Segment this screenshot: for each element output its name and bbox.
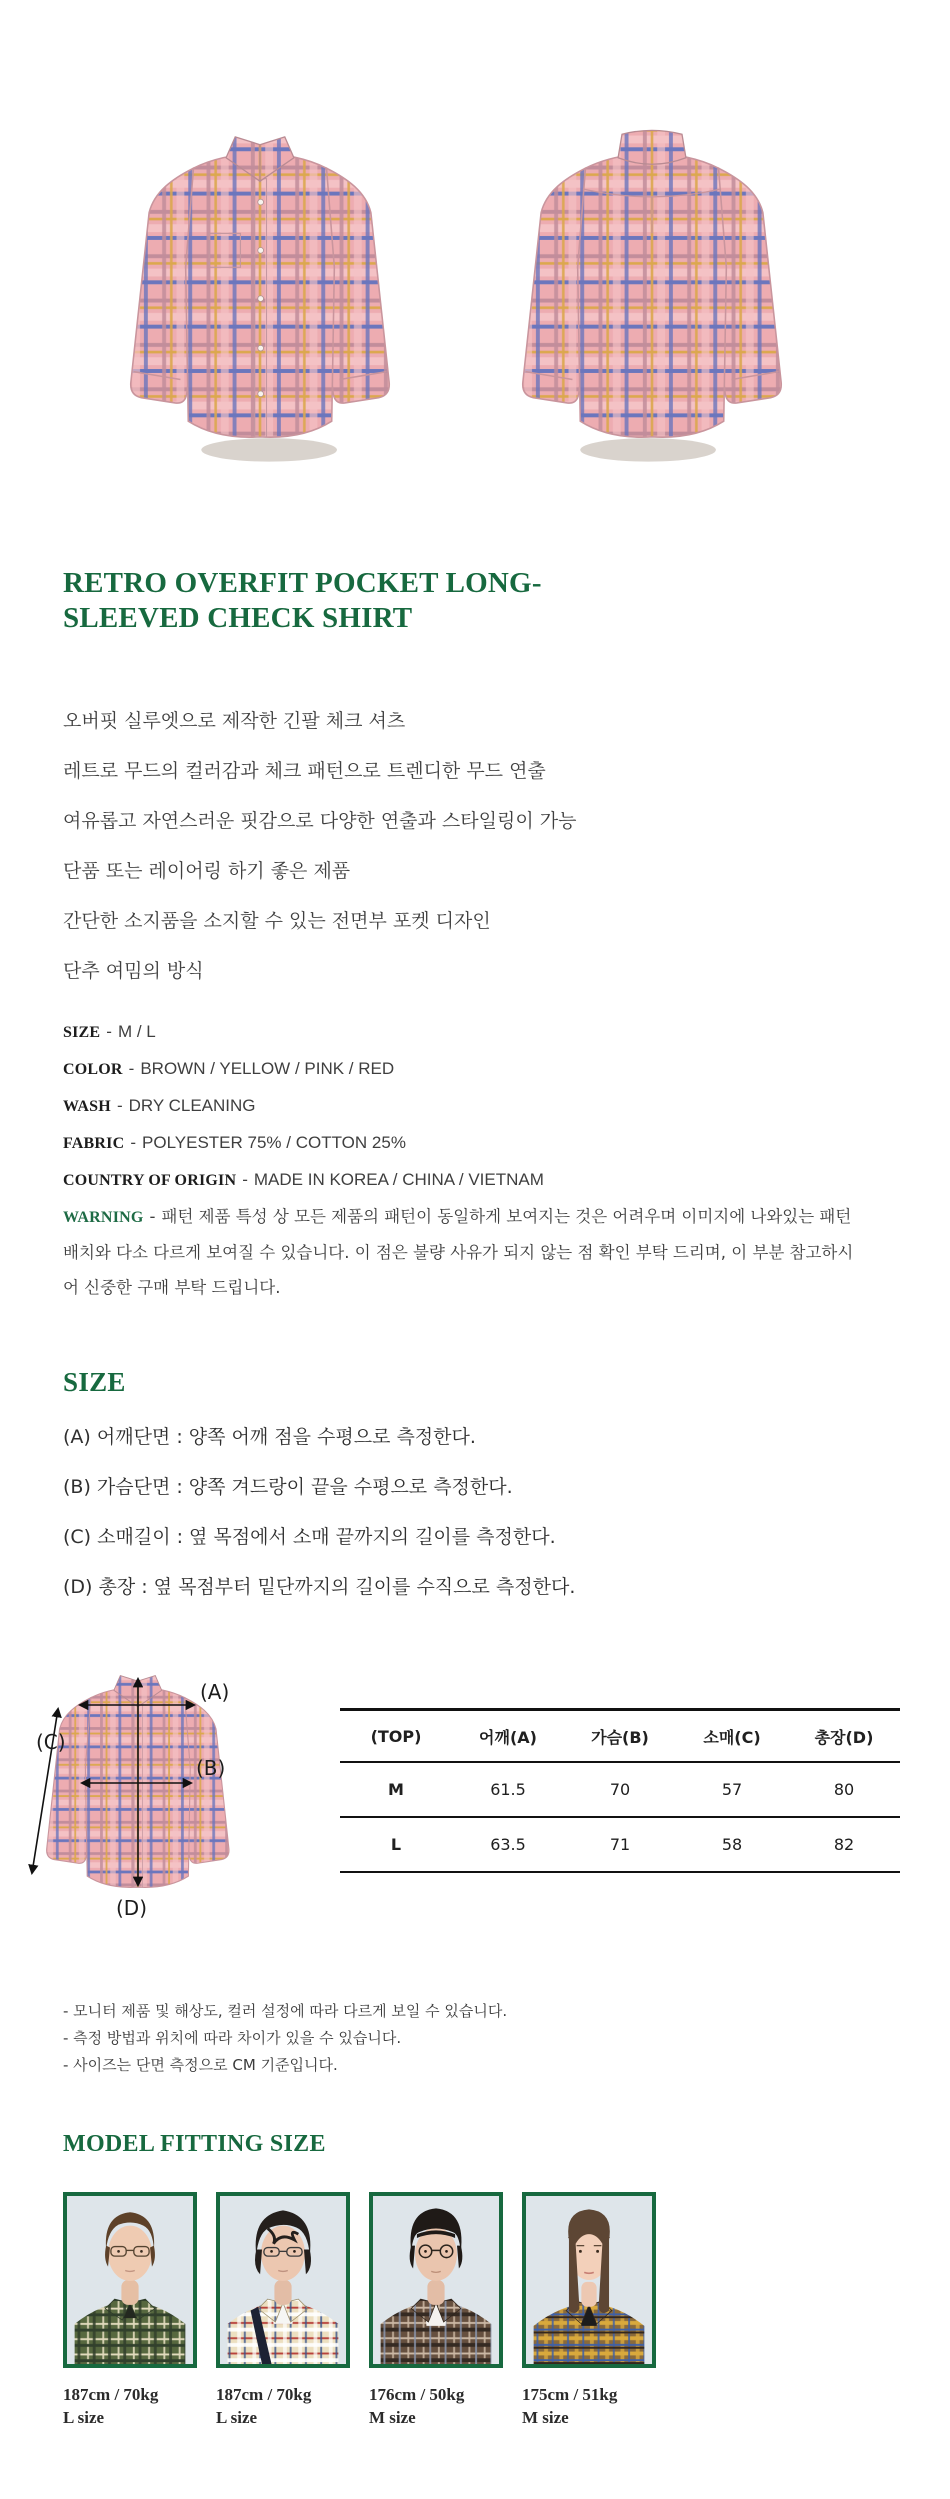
spec-value: DRY CLEANING: [128, 1096, 256, 1115]
value-cell: 61.5: [452, 1762, 564, 1817]
model-size: L size: [216, 2408, 258, 2427]
value-cell: 63.5: [452, 1817, 564, 1872]
model-card: [369, 2192, 503, 2429]
model-card: [63, 2192, 197, 2429]
value-cell: 58: [676, 1817, 788, 1872]
model-size: M size: [369, 2408, 416, 2427]
size-table-header: 소매(C): [676, 1710, 788, 1763]
size-diagram: [18, 1652, 318, 1954]
model-spec: 175cm / 51kg: [522, 2385, 618, 2404]
warning-label: WARNING: [63, 1209, 144, 1226]
model-caption: [63, 2383, 197, 2429]
model-fitting-heading: MODEL FITTING SIZE: [63, 2131, 326, 2157]
diagram-label-b: (B): [196, 1756, 226, 1780]
model-spec: 187cm / 70kg: [216, 2385, 312, 2404]
size-table-header: 어깨(A): [452, 1710, 564, 1763]
size-table-header: 가슴(B): [564, 1710, 676, 1763]
model-photo: [369, 2192, 503, 2368]
model-size: M size: [522, 2408, 569, 2427]
diagram-label-a: (A): [200, 1680, 230, 1704]
spec-label: COLOR: [63, 1061, 123, 1078]
model-photo: [63, 2192, 197, 2368]
value-cell: 80: [788, 1762, 900, 1817]
model-fitting-cards: [63, 2192, 950, 2429]
value-cell: 70: [564, 1762, 676, 1817]
spec-separator: -: [116, 1096, 123, 1115]
spec-row-color: [63, 1051, 950, 1088]
spec-label: WASH: [63, 1098, 111, 1115]
product-specs: [63, 1014, 950, 1305]
size-section-heading: SIZE: [63, 1367, 126, 1397]
spec-row-size: [63, 1014, 950, 1051]
note-line: - 측정 방법과 위치에 따라 차이가 있을 수 있습니다.: [63, 2029, 402, 2047]
spec-separator: -: [149, 1207, 156, 1226]
model-card: [216, 2192, 350, 2429]
size-guide-line: (A) 어깨단면 : 양쪽 어깨 점을 수평으로 측정한다.: [63, 1426, 476, 1448]
spec-label: FABRIC: [63, 1135, 125, 1152]
spec-separator: -: [106, 1022, 112, 1041]
size-table: [340, 1708, 900, 1873]
diagram-label-c: (C): [36, 1730, 66, 1754]
product-description: [63, 696, 950, 996]
spec-separator: -: [242, 1170, 248, 1189]
model-caption: [369, 2383, 503, 2429]
note-line: - 사이즈는 단면 측정으로 CM 기준입니다.: [63, 2056, 338, 2074]
model-photo: [216, 2192, 350, 2368]
spec-row-fabric: [63, 1125, 950, 1162]
value-cell: 71: [564, 1817, 676, 1872]
model-photo: [522, 2192, 656, 2368]
description-line: 레트로 무드의 컬러감과 체크 패턴으로 트렌디한 무드 연출: [63, 760, 546, 782]
spec-value: BROWN / YELLOW / PINK / RED: [140, 1059, 395, 1078]
size-table-row-m: [340, 1762, 900, 1817]
size-diagram-and-table: [18, 1652, 950, 1954]
product-image-back: [502, 112, 802, 480]
spec-separator: -: [128, 1059, 135, 1078]
diagram-label-d: (D): [116, 1896, 148, 1920]
note-line: - 모니터 제품 및 해상도, 컬러 설정에 따라 다르게 보일 수 있습니다.: [63, 2002, 508, 2020]
spec-value: M / L: [117, 1022, 156, 1041]
spec-row-wash: [63, 1088, 950, 1125]
product-title: RETRO OVERFIT POCKET LONG-SLEEVED CHECK SHIRT: [63, 567, 542, 634]
size-table-header: (TOP): [340, 1710, 452, 1763]
spec-value: MADE IN KOREA / CHINA / VIETNAM: [253, 1170, 544, 1189]
description-line: 단추 여밈의 방식: [63, 960, 204, 982]
value-cell: 57: [676, 1762, 788, 1817]
size-guide-line: (D) 총장 : 옆 목점부터 밑단까지의 길이를 수직으로 측정한다.: [63, 1576, 576, 1598]
measurement-notes: [63, 1998, 950, 2079]
size-table-wrap: [340, 1652, 900, 1873]
size-guide-line: (B) 가슴단면 : 양쪽 겨드랑이 끝을 수평으로 측정한다.: [63, 1476, 513, 1498]
spec-label: SIZE: [63, 1024, 101, 1041]
warning-text-block: [63, 1199, 863, 1305]
size-table-header: 총장(D): [788, 1710, 900, 1763]
description-line: 오버핏 실루엣으로 제작한 긴팔 체크 셔츠: [63, 710, 406, 732]
spec-value: POLYESTER 75% / COTTON 25%: [142, 1133, 406, 1152]
size-table-row-l: [340, 1817, 900, 1872]
warning-text: 패턴 제품 특성 상 모든 제품의 패턴이 동일하게 보여지는 것은 어려우며 이미지에 나와있는 패턴 배치와 다소 다르게 보여질 수 있습니다. 이 점은 불량 사유가 되지 않는 점 확인 부탁 드리며, 이 부분 참고하시어 신중한 구매 부탁 드립니다.: [63, 1207, 854, 1297]
spec-row-origin: [63, 1162, 950, 1199]
description-line: 단품 또는 레이어링 하기 좋은 제품: [63, 860, 351, 882]
value-cell: 82: [788, 1817, 900, 1872]
model-size: L size: [63, 2408, 105, 2427]
spec-separator: -: [130, 1133, 137, 1152]
model-card: [522, 2192, 656, 2429]
size-measure-guides: [63, 1412, 950, 1612]
size-cell: M: [340, 1762, 452, 1817]
size-guide-line: (C) 소매길이 : 옆 목점에서 소매 끝까지의 길이를 측정한다.: [63, 1526, 556, 1548]
size-table-header-row: [340, 1710, 900, 1763]
description-line: 여유롭고 자연스러운 핏감으로 다양한 연출과 스타일링이 가능: [63, 810, 577, 832]
model-caption: [216, 2383, 350, 2429]
product-images: [0, 0, 950, 480]
model-spec: 187cm / 70kg: [63, 2385, 159, 2404]
description-line: 간단한 소지품을 소지할 수 있는 전면부 포켓 디자인: [63, 910, 491, 932]
size-cell: L: [340, 1817, 452, 1872]
spec-label: COUNTRY OF ORIGIN: [63, 1172, 237, 1189]
product-image-front: [110, 112, 410, 480]
model-caption: [522, 2383, 656, 2429]
model-spec: 176cm / 50kg: [369, 2385, 465, 2404]
